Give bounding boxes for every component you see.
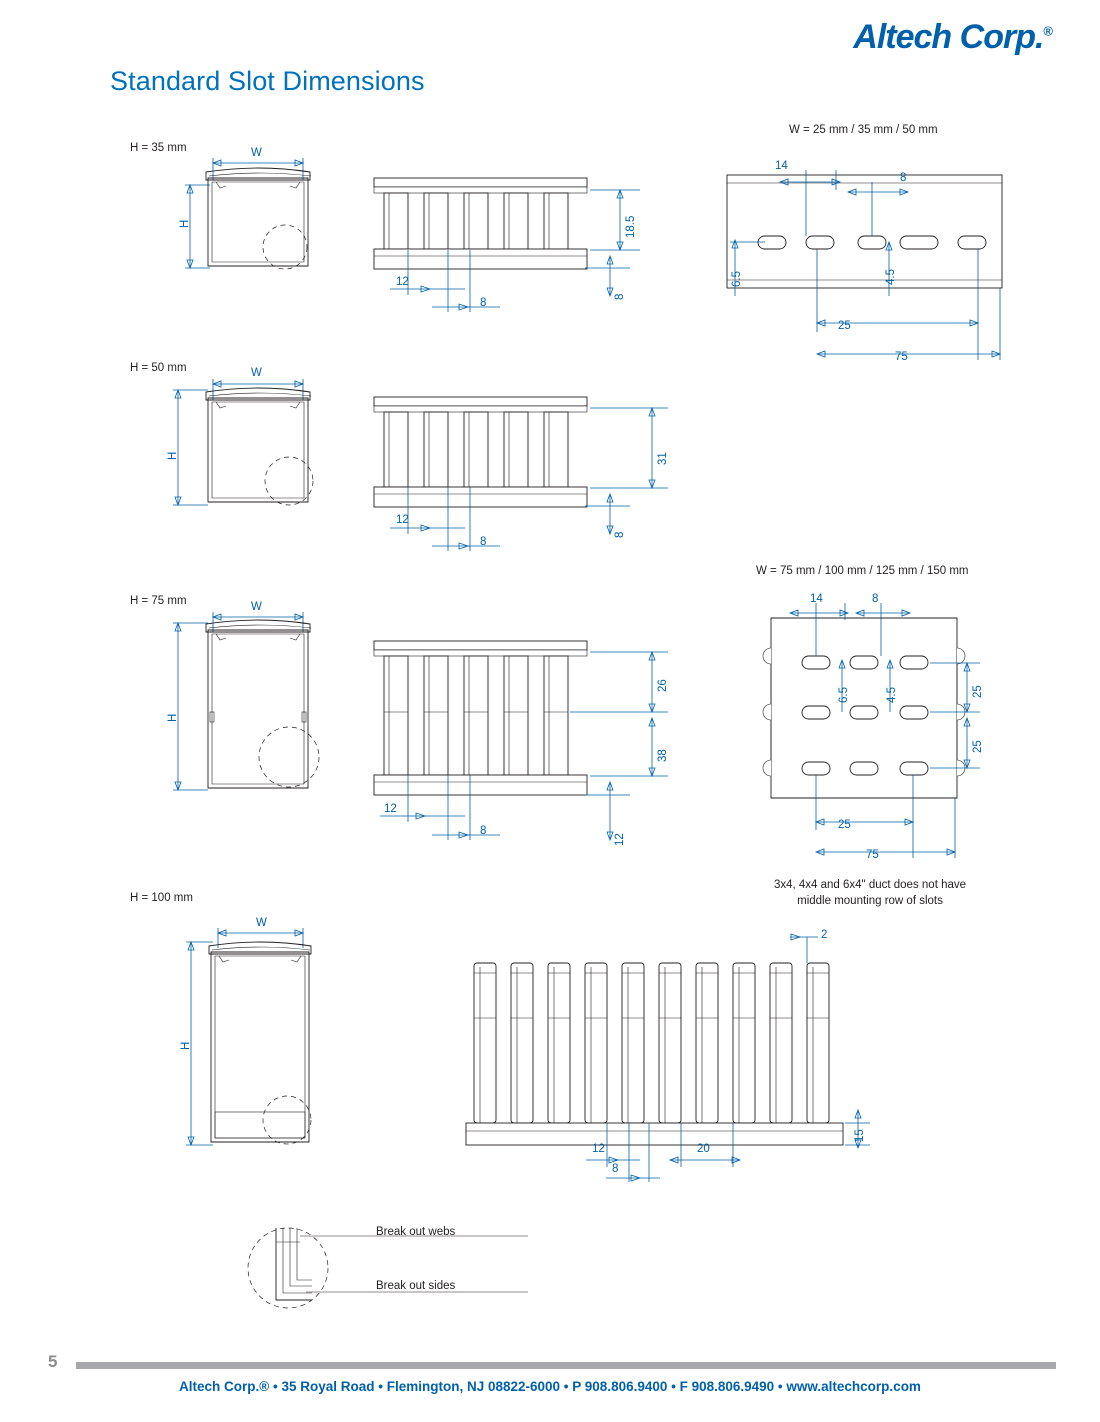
page-title: Standard Slot Dimensions <box>110 66 425 96</box>
mounting-small-dim-8: 8 <box>900 172 907 184</box>
logo-registered-mark: ® <box>1043 23 1052 39</box>
h75-dim-26: 26 <box>657 679 669 692</box>
h35-dim-18-5: 18.5 <box>625 215 637 238</box>
mounting-large-dim-6-5: 6.5 <box>838 687 850 703</box>
h35-height-label: H = 35 mm <box>130 142 187 154</box>
mounting-large-note-line1: 3x4, 4x4 and 6x4" duct does not have <box>773 879 967 891</box>
h50-dim-8-base: 8 <box>614 531 626 538</box>
h35-h-label: H <box>179 219 191 228</box>
mounting-small-dim-25: 25 <box>838 320 851 332</box>
h75-dim-8: 8 <box>480 825 487 837</box>
mounting-large-dim-75: 75 <box>866 849 879 861</box>
h100-height-label: H = 100 mm <box>130 892 193 904</box>
footer-contact-text: Altech Corp.® • 35 Royal Road • Flemington, NJ 08822-6000 • P 908.806.9400 • F 908.806.9490 • www.altechcorp.com <box>179 1379 921 1394</box>
h50-height-label: H = 50 mm <box>130 362 187 374</box>
h75-dim-38: 38 <box>657 749 669 762</box>
mounting-large-dim-25-bottom: 25 <box>838 819 851 831</box>
mounting-small-dim-75: 75 <box>895 351 908 363</box>
mounting-large-dim-8: 8 <box>872 593 879 605</box>
mounting-large-dim-14: 14 <box>810 593 823 605</box>
h75-height-label: H = 75 mm <box>130 595 187 607</box>
mounting-large-note-line2: middle mounting row of slots <box>797 894 943 907</box>
mounting-large-dim-25-lower: 25 <box>972 740 984 753</box>
h35-dim-8-web: 8 <box>480 297 487 309</box>
breakout-sides-label: Break out sides <box>376 1280 456 1292</box>
h50-dim-12: 12 <box>396 514 409 526</box>
page-number: 5 <box>48 1352 58 1371</box>
mounting-small-dim-14: 14 <box>775 160 788 172</box>
breakout-webs-label: Break out webs <box>376 1226 456 1238</box>
h35-w-label: W <box>251 147 262 159</box>
h75-dim-12: 12 <box>384 803 397 815</box>
h100-dim-12: 12 <box>592 1143 605 1155</box>
h100-dim-15: 15 <box>854 1129 866 1142</box>
mounting-small-dim-4-5: 4.5 <box>885 269 897 285</box>
h100-dim-8: 8 <box>612 1163 619 1175</box>
h35-dim-12: 12 <box>396 276 409 288</box>
footer-divider <box>76 1362 1056 1369</box>
mounting-large-dim-25-upper: 25 <box>972 685 984 698</box>
h100-dim-20: 20 <box>697 1143 710 1155</box>
h50-w-label: W <box>251 367 262 379</box>
h75-h-label: H <box>167 713 179 722</box>
mounting-small-dim-6-5: 6.5 <box>731 271 743 287</box>
h100-dim-2: 2 <box>821 929 828 941</box>
mounting-large-caption: W = 75 mm / 100 mm / 125 mm / 150 mm <box>756 565 969 577</box>
h50-dim-31: 31 <box>657 452 669 465</box>
h50-dim-8-web: 8 <box>480 536 487 548</box>
h50-h-label: H <box>167 451 179 460</box>
h75-w-label: W <box>251 601 262 613</box>
mounting-small-caption: W = 25 mm / 35 mm / 50 mm <box>789 124 938 136</box>
logo-text: Altech Corp. <box>853 18 1044 56</box>
h75-dim-12-base: 12 <box>614 833 626 846</box>
mounting-large-dim-4-5: 4.5 <box>886 687 898 703</box>
h100-w-label: W <box>256 917 267 929</box>
h100-h-label: H <box>180 1041 192 1050</box>
h35-dim-8-base: 8 <box>614 293 626 300</box>
